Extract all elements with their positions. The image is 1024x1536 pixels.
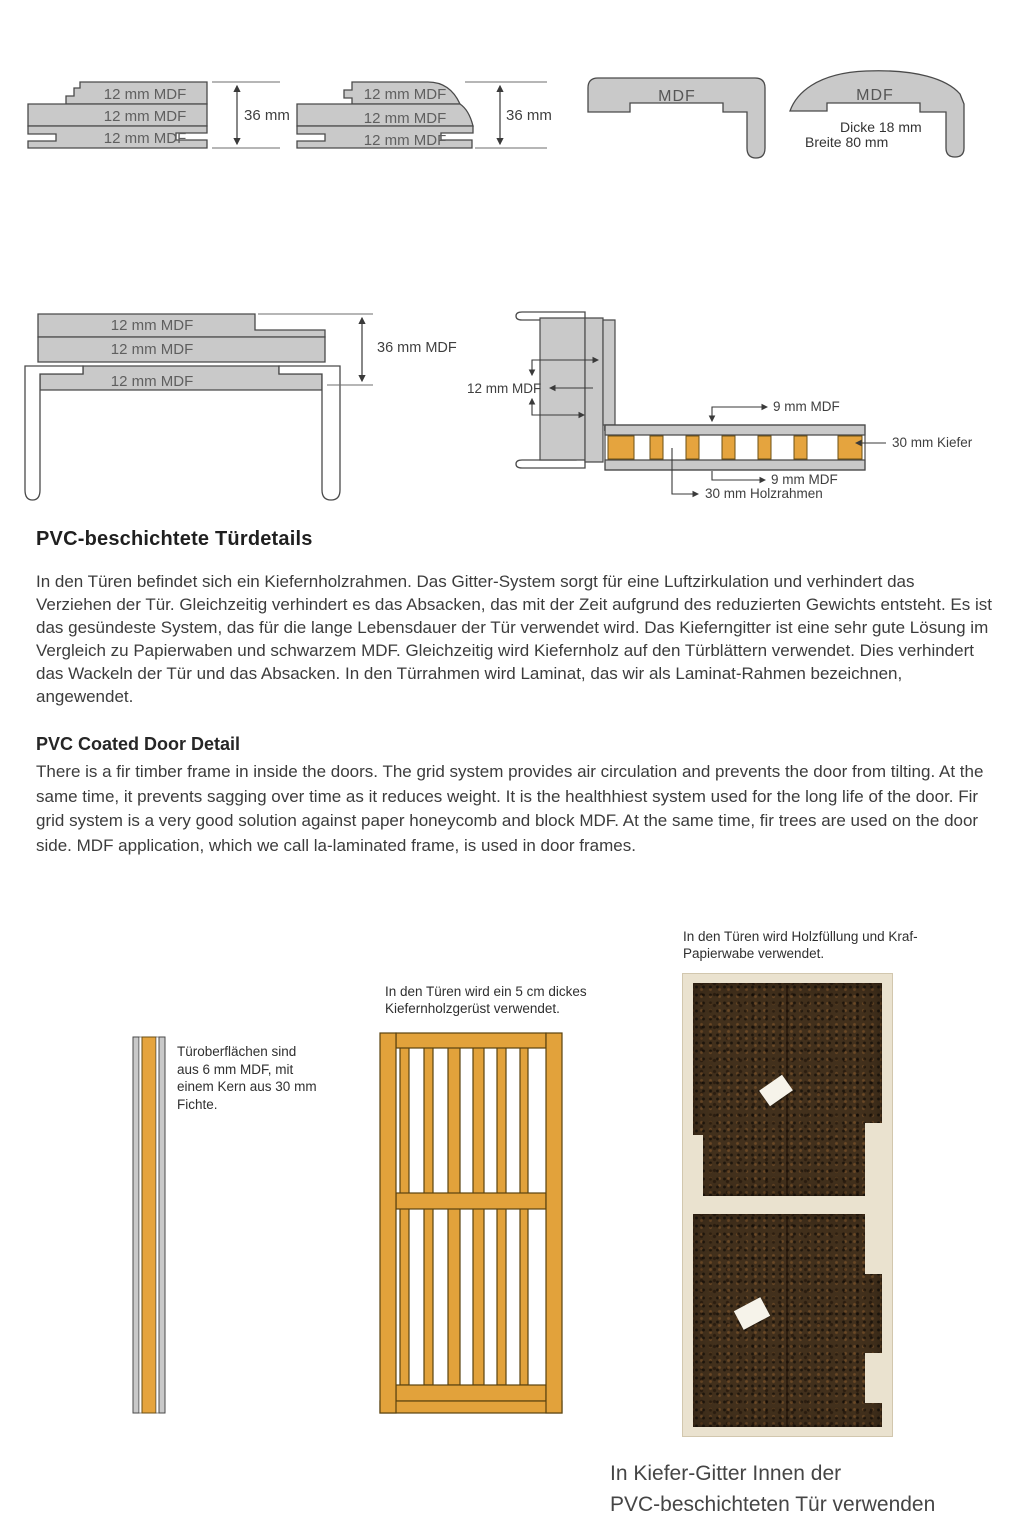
caption-honeycomb: In den Türen wird Holzfüllung und Kraf-Papierwabe verwendet. bbox=[683, 929, 918, 961]
callout-9mm-mdf-bottom: 9 mm MDF bbox=[771, 472, 838, 487]
pine-block bbox=[608, 436, 634, 459]
frame-patch bbox=[693, 1135, 703, 1196]
section-diagrams bbox=[0, 290, 1024, 525]
footer-line-2: PVC-beschichteten Tür verwenden bbox=[610, 1493, 936, 1516]
dimension-label: 36 mm bbox=[506, 107, 552, 124]
diagram-casing-square bbox=[588, 78, 765, 158]
frame-patch bbox=[865, 1214, 882, 1274]
caption-door-surface: Türoberflächen sind aus 6 mm MDF, mit einem Kern aus 30 mm Fichte. bbox=[177, 1044, 317, 1112]
callout-12mm-mdf: 12 mm MDF bbox=[467, 381, 542, 396]
layer-label: 12 mm MDF bbox=[103, 86, 187, 103]
diagram-casing-arched bbox=[790, 71, 964, 157]
pine-grid-door bbox=[370, 1025, 570, 1420]
footer-note bbox=[610, 1458, 935, 1520]
grid-stile-right bbox=[546, 1033, 562, 1413]
pine-block bbox=[686, 436, 699, 459]
grid-slat bbox=[520, 1047, 528, 1385]
grid-slat bbox=[448, 1047, 460, 1385]
diagram-corner-section bbox=[467, 312, 973, 501]
dimension-label: 36 mm bbox=[244, 107, 290, 124]
german-title: PVC-beschichtete Türdetails bbox=[36, 528, 313, 550]
mdf-skin bbox=[133, 1037, 139, 1413]
layer-label: 12 mm MDF bbox=[363, 132, 447, 149]
grid-slat bbox=[400, 1047, 409, 1385]
mdf-column bbox=[585, 318, 603, 462]
callout-30mm-kiefer: 30 mm Kiefer bbox=[892, 435, 973, 450]
pine-block bbox=[722, 436, 735, 459]
diagram-3layer-flat bbox=[28, 82, 290, 148]
grid-rail-middle bbox=[396, 1193, 546, 1209]
layer-label: 12 mm MDF bbox=[363, 86, 447, 103]
layer-label: 12 mm MDF bbox=[363, 110, 447, 127]
pine-block bbox=[794, 436, 807, 459]
mdf-label: MDF bbox=[658, 88, 696, 105]
mdf-column bbox=[540, 318, 585, 460]
dimension-label: 36 mm MDF bbox=[377, 340, 457, 356]
grid-rail-bottom bbox=[396, 1385, 546, 1401]
diagram-frame-section bbox=[25, 314, 457, 500]
english-body: There is a fir timber frame in inside the doors. The grid system provides air circulation and prevents the door from tilting. At the same time, it prevents sagging over time as it reduces weight. It is the healthhiest system used for the long life of the door. Fir grid system is a very good solution against paper honeycomb and block MDF. At the same time, fir trees are used on the door side. MDF application, which we call la-laminated frame, is used in door frames. bbox=[36, 762, 984, 855]
footer-line-1: In Kiefer-Gitter Innen der bbox=[610, 1462, 842, 1485]
frame-patch bbox=[865, 1123, 882, 1196]
callout-30mm-holzrahmen: 30 mm Holzrahmen bbox=[705, 486, 823, 501]
layer-label: 12 mm MDF bbox=[103, 130, 187, 147]
mdf-skin-top bbox=[605, 425, 865, 435]
grid-slat bbox=[424, 1047, 433, 1385]
spruce-core bbox=[142, 1037, 156, 1413]
door-edge-section bbox=[120, 1030, 180, 1425]
pine-block bbox=[838, 436, 862, 459]
grid-slat bbox=[473, 1047, 484, 1385]
layer-label: 12 mm MDF bbox=[110, 373, 194, 390]
callout-9mm-mdf-top: 9 mm MDF bbox=[773, 399, 840, 414]
width-label: Breite 80 mm bbox=[805, 134, 889, 150]
grid-stile-left bbox=[380, 1033, 396, 1413]
grid-rail-top bbox=[396, 1033, 546, 1048]
honeycomb-door-photo bbox=[682, 973, 893, 1437]
diagram-3layer-rounded bbox=[297, 82, 552, 149]
center-joint-line bbox=[786, 1216, 788, 1425]
mdf-label: MDF bbox=[856, 87, 894, 104]
frame-patch bbox=[865, 1353, 882, 1403]
grid-slat bbox=[497, 1047, 506, 1385]
thickness-label: Dicke 18 mm bbox=[840, 119, 922, 135]
mdf-skin-bottom bbox=[605, 460, 865, 470]
pine-block bbox=[758, 436, 771, 459]
pine-block bbox=[650, 436, 663, 459]
caption-pine-grid: In den Türen wird ein 5 cm dickes Kiefernholzgerüst verwendet. bbox=[385, 984, 587, 1016]
english-title: PVC Coated Door Detail bbox=[36, 734, 241, 754]
layer-label: 12 mm MDF bbox=[110, 341, 194, 358]
layer-label: 12 mm MDF bbox=[110, 317, 194, 334]
mdf-column bbox=[603, 320, 615, 425]
top-profile-diagrams bbox=[0, 0, 1024, 235]
layer-label: 12 mm MDF bbox=[103, 108, 187, 125]
mdf-skin bbox=[159, 1037, 165, 1413]
grid-rail-base bbox=[380, 1401, 562, 1413]
german-body: In den Türen befindet sich ein Kiefernholzrahmen. Das Gitter-System sorgt für eine Luftzirkulation und verhindert das Verziehen der Tür. Gleichzeitig verhindert es das Absacken, das mit der Zeit aufgrund des reduzierten Gewichts entsteht. Es ist das gesündeste System, das für die lange Lebensdauer der Tür verwendet wird. Das Kieferngitter ist eine sehr gute Lösung im Vergleich zu Papierwaben und schwarzem MDF. Gleichzeitig wird Kiefernholz auf den Türblättern verwendet. Dies verhindert das Wackeln der Tür und das Absacken. In den Türrahmen wird Laminat, das wir als Laminat-Rahmen bezeichnen, angewendet. bbox=[36, 572, 992, 706]
